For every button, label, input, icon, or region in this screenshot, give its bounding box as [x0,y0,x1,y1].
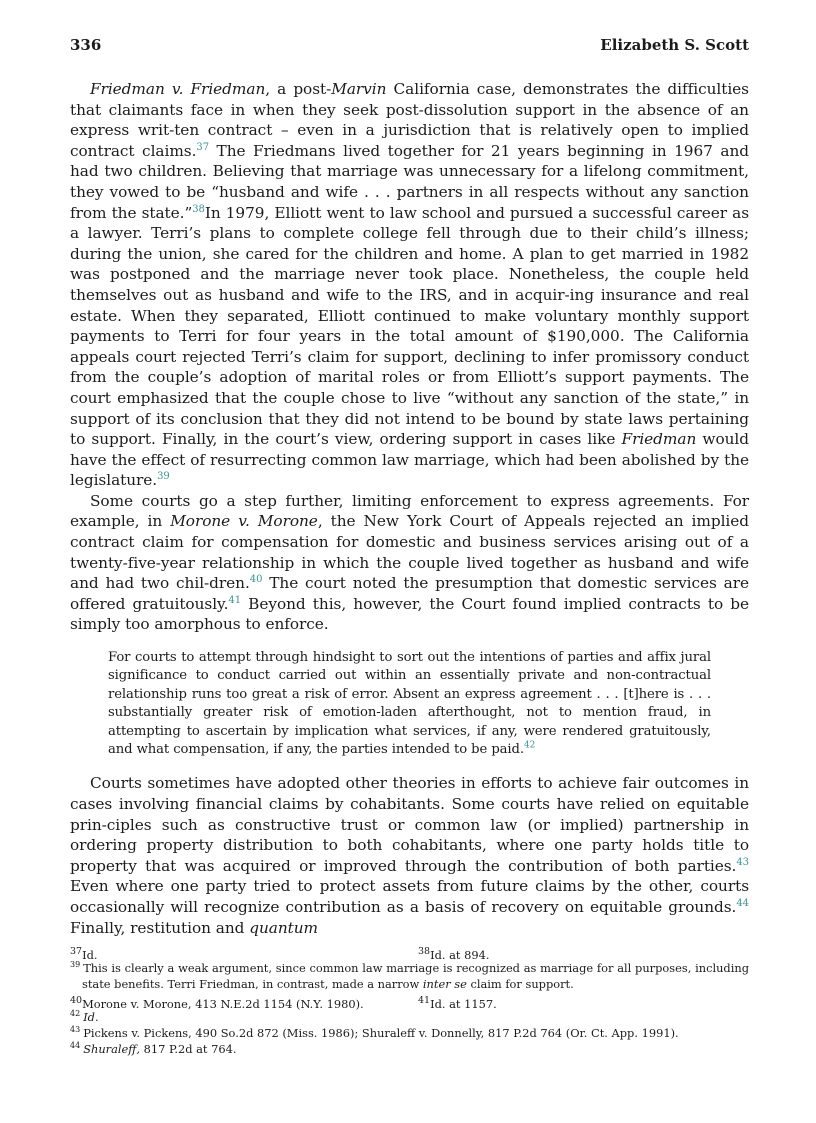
footnote-number: 38 [418,946,431,957]
case-name-friedman: Friedman v. Friedman [90,80,266,98]
text-run: Finally, restitution and [70,918,250,937]
running-head-author: Elizabeth S. Scott [600,36,749,54]
text-run: The Friedmans lived together for 21 years beginning in 1967 and had two children. Believing that marriage was unnecessary for a lifelong commitment, they vowed to be “husband and wife . . . partners in all respects without any sanction from the state.” [70,141,749,222]
footnote-text: inter se [422,977,467,992]
footnote-ref-38[interactable]: 38 [192,203,205,215]
text-run: Beyond this, however, the Court found implied contracts to be simply too amorphous to enforce. [70,594,749,634]
footnote-ref-44[interactable]: 44 [736,897,749,909]
footnote-text: at 894. [445,947,490,962]
term-quantum: quantum [249,918,318,937]
footnote-39 [70,960,749,992]
page-number: 336 [70,36,102,54]
footnote-text: This is clearly a weak argument, since common law marriage is recognized as marriage for all purposes, including state benefits. Terri Friedman, in contrast, made a narrow [82,961,749,992]
footnotes [70,944,749,1057]
text-run: Courts sometimes have adopted other theories in efforts to achieve fair outcomes in cases involving financial claims by cohabitants. Some courts have relied on equitable prin-ciples such as constructive trust or common law (or implied) partnership in ordering property distribution to both cohabitants, where one party holds title to property that was acquired or improved through the contribution of both parties. [70,774,749,875]
main-text [70,79,749,938]
footnote-number: 42 [70,1008,81,1018]
text-run: Even where one party tried to protect assets from future claims by the other, courts occasionally will recognize contribution as a basis of recovery on equitable grounds. [70,877,749,917]
paragraph-friedman [70,79,749,491]
footnote-text: Morone v. Morone, 413 N.E.2d 1154 (N.Y. 1980). [82,996,364,1011]
footnote-row [70,944,749,960]
footnote-ref-39[interactable]: 39 [157,471,170,483]
footnote-number: 44 [70,1041,81,1051]
footnote-ref-37[interactable]: 37 [196,141,210,153]
footnote-ref-43[interactable]: 43 [736,856,749,868]
footnote-number: 41 [418,994,431,1006]
paragraph-morone [70,491,749,635]
footnote-text: at 1157. [445,996,497,1011]
case-name-friedman-short: Friedman [621,430,697,449]
footnote-44 [70,1041,749,1057]
footnote-42 [70,1009,749,1025]
footnote-number: 37 [70,946,83,957]
footnote-43 [70,1025,749,1041]
footnote-text: Id. [83,1009,99,1024]
footnote-text: 817 P.2d at 764. [139,1042,237,1057]
footnote-row [70,993,749,1009]
text-run: Some courts go a step further, limiting enforcement to express agreements. For example, in [70,491,749,531]
footnote-number: 39 [70,960,81,970]
text-run: In 1979, Elliott went to law school and pursued a successful career as a lawyer. Terri’s plans to complete college fell through due to their child’s illness; during the union, she cared for the children and home. A plan to get married in 1982 was postponed and the marriage never took place. Nonetheless, the couple held themselves out as husband and wife to the IRS, and in acquir-ing insurance and real estate. When they separated, Elliott continued to make voluntary monthly support payments to Terri for four years in the total amount of $190,000. The California appeals court rejected Terri’s claim for support, declining to infer promissory conduct from the couple’s adoption of marital roles or from Elliott’s support payments. The court emphasized that the couple chose to live “without any sanction of the state,” in support of its conclusion that they did not intend to be bound by state laws pertaining to support. Finally, in the court’s view, ordering support in cases like [70,203,749,449]
block-quote [108,649,711,759]
footnote-text: Id. [430,947,446,962]
footnote-text: claim for support. [466,977,574,992]
footnote-number: 43 [70,1025,81,1035]
running-header [70,36,749,56]
text-run: California case, demonstrates the difficulties that claimants face in when they seek post-dissolution support in the absence of an express writ-ten contract – even in a jurisdiction that is relatively open to implied contract claims. [70,80,749,160]
footnote-text: Id. [82,947,98,962]
text-run: The court noted the presumption that domestic services are offered gratuitously. [70,574,750,613]
footnote-ref-40[interactable]: 40 [249,574,263,586]
paragraph-equitable [70,773,749,938]
footnote-text: Pickens v. Pickens, 490 So.2d 872 (Miss. 1986); Shuraleff v. Donnelly, 817 P.2d 764 (Or. Ct. App. 1991). [83,1025,679,1040]
footnote-text: Shuraleff, [83,1042,140,1057]
text-run: , a post- [265,80,332,98]
quote-text: For courts to attempt through hindsight to sort out the intentions of parties and affix jural significance to conduct carried out within an essentially private and non-contractual relationship runs too great a risk of error. Absent an express agreement . . . [t]here is . . . substantially greater risk of emotion-laden afterthought, not to mention fraud, in attempting to ascertain by implication what services, if any, were rendered gratuitously, and what compensation, if any, the parties intended to be paid. [108,650,711,758]
case-name-marvin: Marvin [331,80,387,98]
text-run: , the New York Court of Appeals rejected an implied contract claim for compensation for domestic and business services arising out of a twenty-five-year relationship in which the couple lived together as husband and wife and had two chil-dren. [70,512,749,593]
case-name-morone: Morone v. Morone [170,512,318,531]
text-run: would have the effect of resurrecting common law marriage, which had been abolished by the legislature. [70,430,749,490]
footnote-text: Id. [430,996,446,1011]
footnote-ref-41[interactable]: 41 [228,594,242,606]
footnote-ref-42[interactable]: 42 [523,740,536,751]
footnote-number: 40 [70,994,83,1006]
